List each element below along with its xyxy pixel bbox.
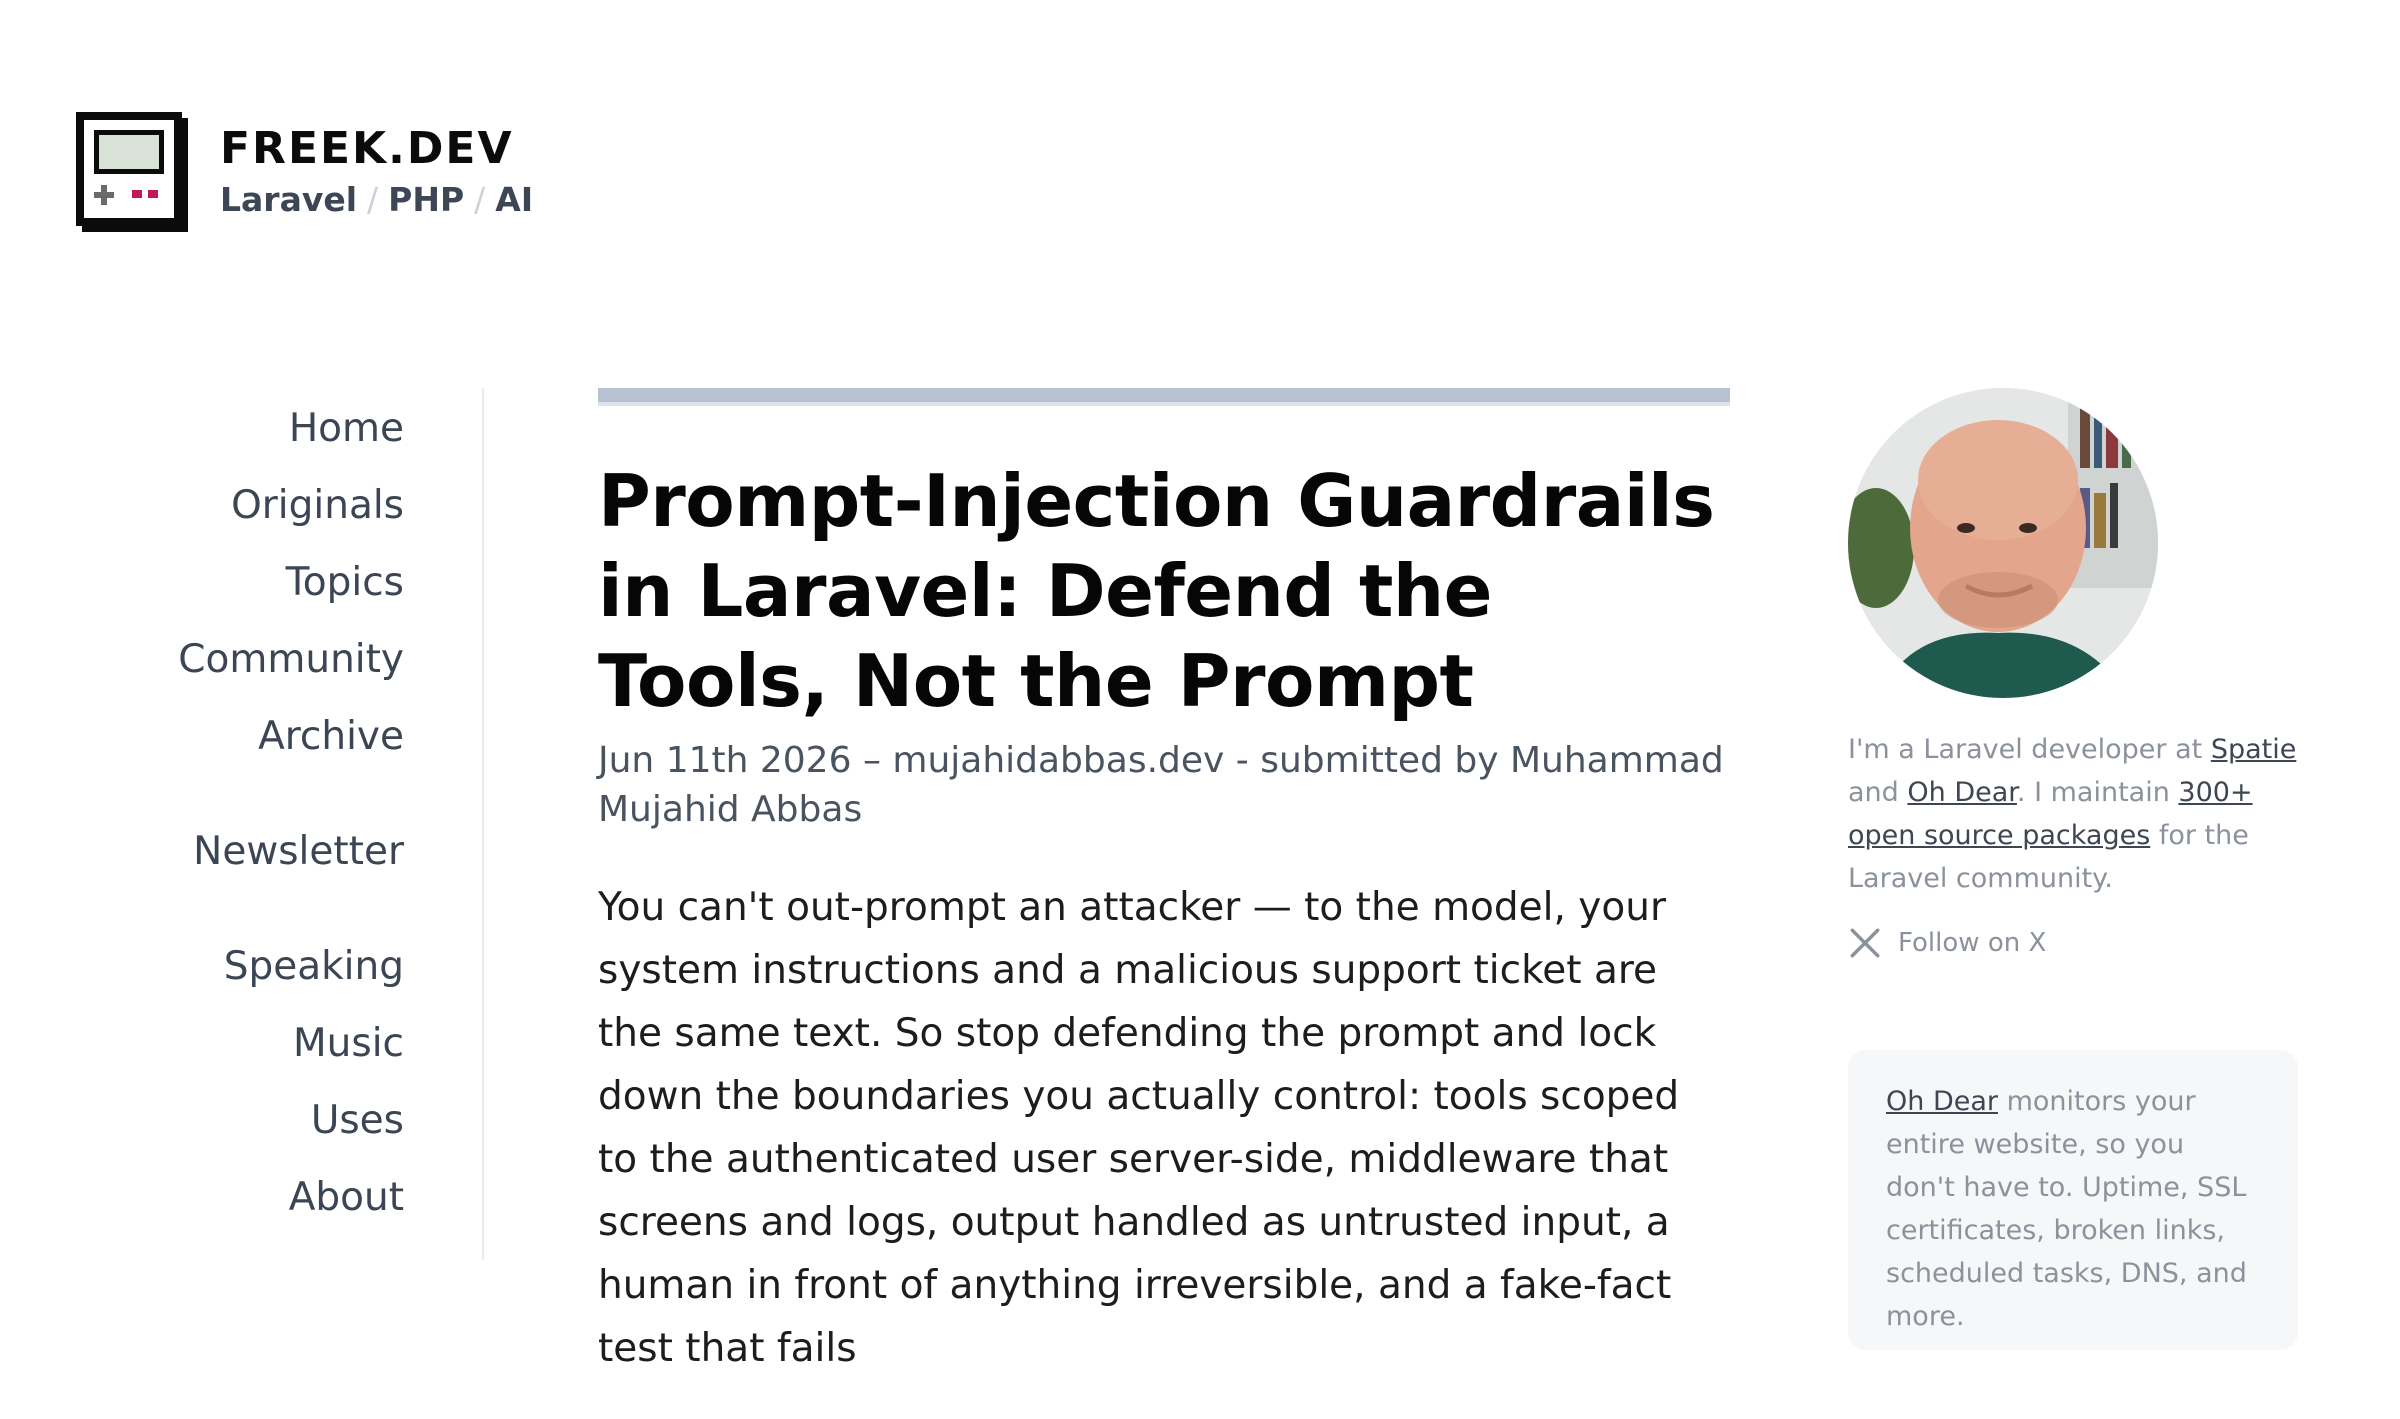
site-tags (220, 182, 533, 218)
nav-item-newsletter[interactable]: Newsletter (193, 829, 404, 874)
tag-ai: AI (495, 180, 534, 220)
tag-laravel: Laravel (220, 180, 358, 220)
nav-item-home[interactable]: Home (288, 406, 404, 451)
nav-item-speaking[interactable]: Speaking (223, 944, 404, 989)
nav-item-music[interactable]: Music (293, 1021, 404, 1066)
sidebar (1848, 388, 2298, 1350)
nav-item-community[interactable]: Community (178, 637, 404, 682)
oh-dear-link[interactable]: Oh Dear (1907, 777, 2017, 808)
nav-item-topics[interactable]: Topics (285, 560, 404, 605)
follow-on-x-label: Follow on X (1898, 928, 2047, 958)
site-title: FREEK.DEV (220, 123, 514, 174)
tag-separator: / (474, 180, 486, 220)
ad-oh-dear-link[interactable]: Oh Dear (1886, 1086, 1998, 1117)
tag-php: PHP (388, 180, 465, 220)
tag-separator: / (367, 180, 379, 220)
author-bio (1848, 728, 2298, 900)
open-source-packages-link[interactable]: 300+ open source packages (1848, 777, 2253, 851)
bio-text: I'm a Laravel developer at (1848, 734, 2211, 765)
article-title[interactable]: Prompt-Injection Guardrails in Laravel: Defend the Tools, Not the Prompt (598, 459, 1715, 723)
bio-text: and (1848, 777, 1908, 808)
follow-on-x-link[interactable] (1848, 926, 2298, 960)
oh-dear-ad-card (1848, 1050, 2298, 1350)
nav-group-personal (0, 928, 404, 1236)
article-top-bar (598, 388, 1730, 406)
article-body: You can't out-prompt an attacker — to the model, your system instructions and a malicious support ticket are the same text. So stop defending the prompt and lock down the boundaries you actually control: tools scoped to the authenticated user server-side, middleware that screens and logs, output handled as untrusted input, a human in front of anything irreversible, and a fake-fact test that fails (598, 885, 1680, 1371)
nav-item-originals[interactable]: Originals (231, 483, 404, 528)
article-meta: Jun 11th 2026 – mujahidabbas.dev - submitted by Muhammad Mujahid Abbas (598, 740, 1724, 830)
bio-text: for the Laravel community. (1848, 820, 2249, 894)
gameboy-logo-icon (76, 112, 192, 236)
site-logo-link[interactable] (76, 112, 533, 236)
nav-divider (482, 388, 484, 1260)
article (598, 388, 1730, 1419)
author-avatar (1848, 388, 2158, 698)
nav-item-about[interactable]: About (288, 1175, 404, 1220)
spatie-link[interactable]: Spatie (2210, 734, 2297, 765)
x-logo-icon (1848, 926, 1882, 960)
main-nav (0, 390, 404, 1274)
ad-text: monitors your entire website, so you don't have to. Uptime, SSL certificates, broken links, scheduled tasks, DNS, and more. (1886, 1086, 2247, 1332)
nav-item-archive[interactable]: Archive (258, 714, 404, 759)
bio-text: . I maintain (2016, 777, 2179, 808)
nav-group-newsletter (0, 813, 404, 890)
nav-group-primary (0, 390, 404, 775)
nav-item-uses[interactable]: Uses (310, 1098, 404, 1143)
